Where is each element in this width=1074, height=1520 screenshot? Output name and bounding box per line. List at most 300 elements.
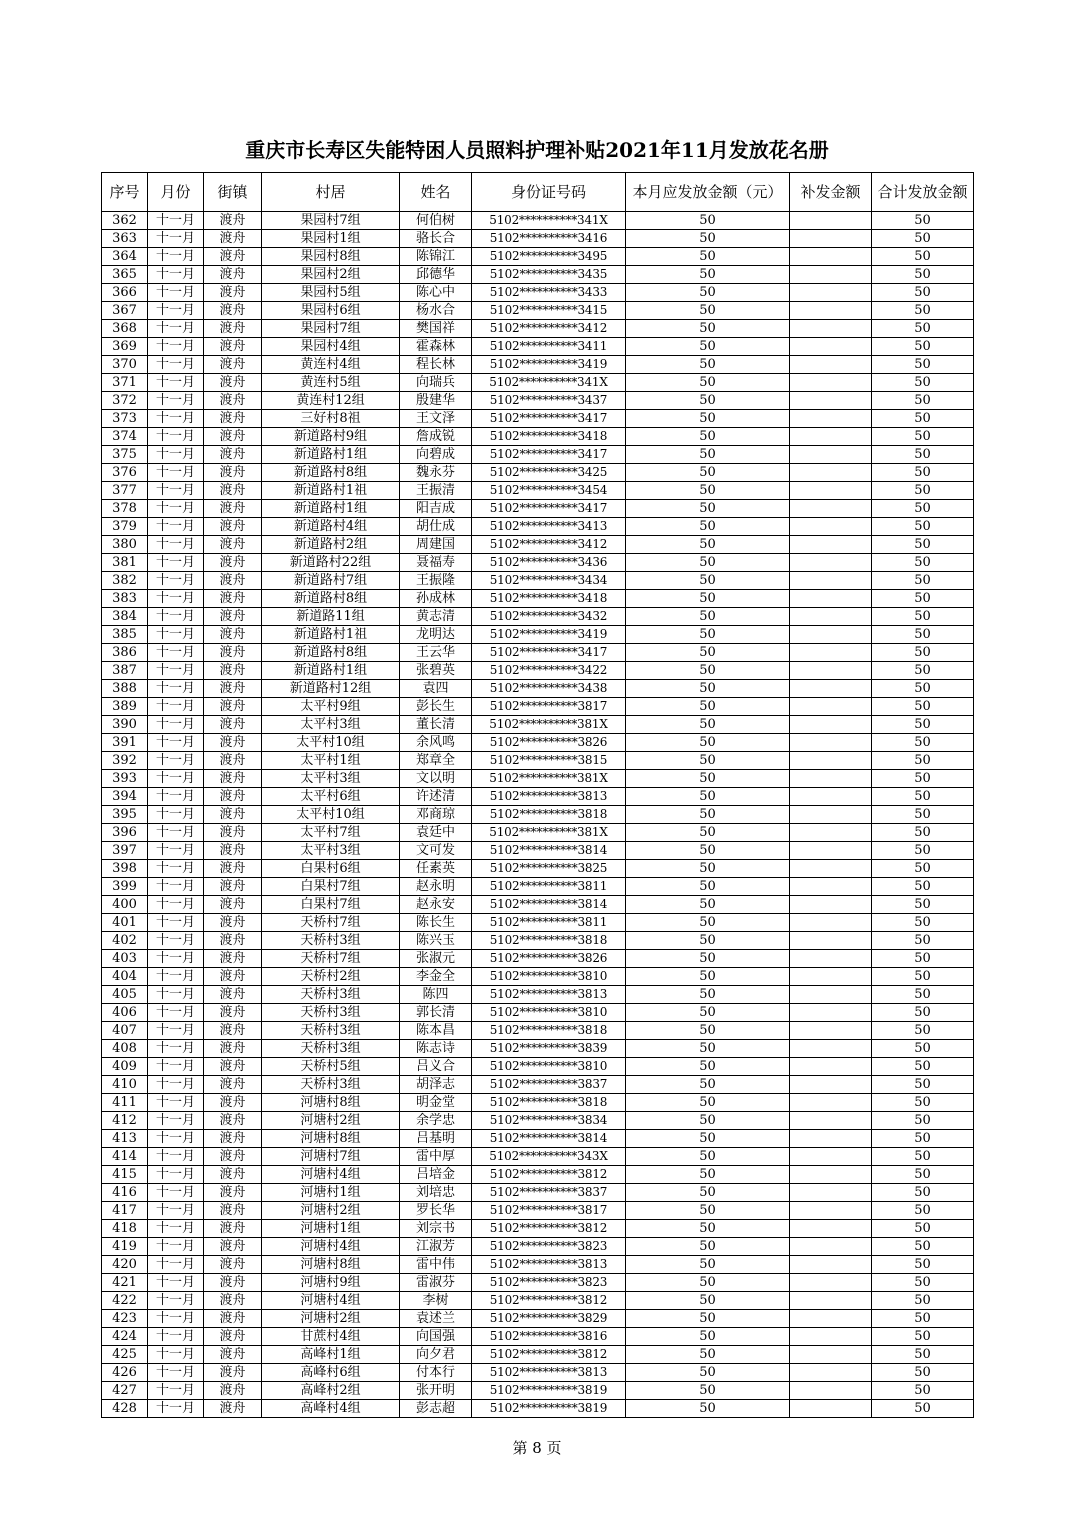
amount-due-cell: 50 [626, 1148, 790, 1166]
back-pay-cell [790, 374, 872, 392]
town-cell: 渡舟 [204, 680, 262, 698]
name-cell: 吕培金 [400, 1166, 472, 1184]
back-pay-cell [790, 752, 872, 770]
back-pay-cell [790, 716, 872, 734]
village-cell: 新道路村1祖 [262, 626, 400, 644]
town-cell: 渡舟 [204, 734, 262, 752]
village-cell: 新道路村1祖 [262, 482, 400, 500]
back-pay-cell [790, 662, 872, 680]
total-cell: 50 [872, 1220, 974, 1238]
month-cell: 十一月 [148, 1148, 204, 1166]
village-cell: 白果村6组 [262, 860, 400, 878]
name-cell: 樊国祥 [400, 320, 472, 338]
total-cell: 50 [872, 590, 974, 608]
town-cell: 渡舟 [204, 284, 262, 302]
town-cell: 渡舟 [204, 932, 262, 950]
header-amount-due: 本月应发放金额（元） [626, 173, 790, 212]
seq-cell: 375 [102, 446, 148, 464]
table-row [102, 1112, 974, 1130]
amount-due-cell: 50 [626, 1184, 790, 1202]
amount-due-cell: 50 [626, 842, 790, 860]
back-pay-cell [790, 1022, 872, 1040]
name-cell: 向碧成 [400, 446, 472, 464]
amount-due-cell: 50 [626, 1076, 790, 1094]
amount-due-cell: 50 [626, 1310, 790, 1328]
village-cell: 河塘村8组 [262, 1256, 400, 1274]
table-row [102, 374, 974, 392]
month-cell: 十一月 [148, 734, 204, 752]
table-row [102, 698, 974, 716]
village-cell: 天桥村7组 [262, 950, 400, 968]
seq-cell: 423 [102, 1310, 148, 1328]
village-cell: 高峰村6组 [262, 1364, 400, 1382]
total-cell: 50 [872, 1274, 974, 1292]
seq-cell: 407 [102, 1022, 148, 1040]
id-number-cell: 5102**********3818 [472, 932, 626, 950]
table-row [102, 1400, 974, 1418]
village-cell: 河塘村7组 [262, 1148, 400, 1166]
back-pay-cell [790, 1004, 872, 1022]
amount-due-cell: 50 [626, 662, 790, 680]
month-cell: 十一月 [148, 1310, 204, 1328]
amount-due-cell: 50 [626, 1130, 790, 1148]
back-pay-cell [790, 788, 872, 806]
name-cell: 孙成林 [400, 590, 472, 608]
seq-cell: 362 [102, 212, 148, 230]
name-cell: 吕义合 [400, 1058, 472, 1076]
seq-cell: 417 [102, 1202, 148, 1220]
total-cell: 50 [872, 572, 974, 590]
back-pay-cell [790, 896, 872, 914]
village-cell: 河塘村2组 [262, 1310, 400, 1328]
name-cell: 雷淑芬 [400, 1274, 472, 1292]
month-cell: 十一月 [148, 860, 204, 878]
seq-cell: 395 [102, 806, 148, 824]
town-cell: 渡舟 [204, 716, 262, 734]
table-row [102, 554, 974, 572]
seq-cell: 369 [102, 338, 148, 356]
back-pay-cell [790, 842, 872, 860]
name-cell: 赵永安 [400, 896, 472, 914]
village-cell: 太平村6组 [262, 788, 400, 806]
back-pay-cell [790, 392, 872, 410]
town-cell: 渡舟 [204, 950, 262, 968]
village-cell: 黄连村12组 [262, 392, 400, 410]
id-number-cell: 5102**********3411 [472, 338, 626, 356]
id-number-cell: 5102**********3811 [472, 914, 626, 932]
total-cell: 50 [872, 806, 974, 824]
total-cell: 50 [872, 1166, 974, 1184]
seq-cell: 427 [102, 1382, 148, 1400]
month-cell: 十一月 [148, 446, 204, 464]
seq-cell: 365 [102, 266, 148, 284]
name-cell: 周建国 [400, 536, 472, 554]
month-cell: 十一月 [148, 266, 204, 284]
table-row [102, 1148, 974, 1166]
month-cell: 十一月 [148, 500, 204, 518]
total-cell: 50 [872, 824, 974, 842]
month-cell: 十一月 [148, 428, 204, 446]
total-cell: 50 [872, 410, 974, 428]
amount-due-cell: 50 [626, 554, 790, 572]
month-cell: 十一月 [148, 1040, 204, 1058]
month-cell: 十一月 [148, 932, 204, 950]
name-cell: 刘宗书 [400, 1220, 472, 1238]
id-number-cell: 5102**********3839 [472, 1040, 626, 1058]
month-cell: 十一月 [148, 1328, 204, 1346]
village-cell: 太平村10组 [262, 734, 400, 752]
name-cell: 何伯树 [400, 212, 472, 230]
name-cell: 邓商琼 [400, 806, 472, 824]
town-cell: 渡舟 [204, 392, 262, 410]
table-row [102, 572, 974, 590]
seq-cell: 415 [102, 1166, 148, 1184]
village-cell: 太平村3组 [262, 716, 400, 734]
id-number-cell: 5102**********3417 [472, 446, 626, 464]
amount-due-cell: 50 [626, 1094, 790, 1112]
month-cell: 十一月 [148, 1274, 204, 1292]
village-cell: 河塘村4组 [262, 1292, 400, 1310]
id-number-cell: 5102**********3819 [472, 1400, 626, 1418]
table-row [102, 788, 974, 806]
month-cell: 十一月 [148, 1346, 204, 1364]
seq-cell: 411 [102, 1094, 148, 1112]
amount-due-cell: 50 [626, 500, 790, 518]
name-cell: 王振清 [400, 482, 472, 500]
table-row [102, 878, 974, 896]
seq-cell: 419 [102, 1238, 148, 1256]
id-number-cell: 5102**********3814 [472, 896, 626, 914]
amount-due-cell: 50 [626, 806, 790, 824]
back-pay-cell [790, 446, 872, 464]
village-cell: 太平村7组 [262, 824, 400, 842]
table-row [102, 770, 974, 788]
town-cell: 渡舟 [204, 806, 262, 824]
town-cell: 渡舟 [204, 554, 262, 572]
month-cell: 十一月 [148, 950, 204, 968]
village-cell: 天桥村3组 [262, 932, 400, 950]
seq-cell: 421 [102, 1274, 148, 1292]
id-number-cell: 5102**********3812 [472, 1346, 626, 1364]
table-row [102, 1220, 974, 1238]
total-cell: 50 [872, 500, 974, 518]
name-cell: 郑章全 [400, 752, 472, 770]
village-cell: 新道路村22组 [262, 554, 400, 572]
back-pay-cell [790, 1238, 872, 1256]
town-cell: 渡舟 [204, 428, 262, 446]
amount-due-cell: 50 [626, 410, 790, 428]
back-pay-cell [790, 266, 872, 284]
seq-cell: 368 [102, 320, 148, 338]
table-row [102, 608, 974, 626]
back-pay-cell [790, 1220, 872, 1238]
back-pay-cell [790, 1040, 872, 1058]
seq-cell: 394 [102, 788, 148, 806]
table-row [102, 932, 974, 950]
town-cell: 渡舟 [204, 698, 262, 716]
name-cell: 向夕君 [400, 1346, 472, 1364]
town-cell: 渡舟 [204, 500, 262, 518]
table-row [102, 734, 974, 752]
month-cell: 十一月 [148, 914, 204, 932]
name-cell: 杨水合 [400, 302, 472, 320]
back-pay-cell [790, 950, 872, 968]
town-cell: 渡舟 [204, 248, 262, 266]
back-pay-cell [790, 878, 872, 896]
total-cell: 50 [872, 914, 974, 932]
amount-due-cell: 50 [626, 950, 790, 968]
town-cell: 渡舟 [204, 644, 262, 662]
table-row [102, 1004, 974, 1022]
id-number-cell: 5102**********3422 [472, 662, 626, 680]
seq-cell: 414 [102, 1148, 148, 1166]
name-cell: 程长林 [400, 356, 472, 374]
amount-due-cell: 50 [626, 1364, 790, 1382]
seq-cell: 364 [102, 248, 148, 266]
village-cell: 新道路村1组 [262, 500, 400, 518]
id-number-cell: 5102**********3413 [472, 518, 626, 536]
back-pay-cell [790, 806, 872, 824]
village-cell: 太平村9组 [262, 698, 400, 716]
seq-cell: 399 [102, 878, 148, 896]
town-cell: 渡舟 [204, 788, 262, 806]
name-cell: 张开明 [400, 1382, 472, 1400]
table-row [102, 320, 974, 338]
total-cell: 50 [872, 428, 974, 446]
seq-cell: 386 [102, 644, 148, 662]
total-cell: 50 [872, 356, 974, 374]
id-number-cell: 5102**********3826 [472, 734, 626, 752]
amount-due-cell: 50 [626, 1022, 790, 1040]
town-cell: 渡舟 [204, 1004, 262, 1022]
village-cell: 新道路村8组 [262, 464, 400, 482]
name-cell: 张碧英 [400, 662, 472, 680]
village-cell: 白果村7组 [262, 878, 400, 896]
amount-due-cell: 50 [626, 248, 790, 266]
table-row [102, 986, 974, 1004]
total-cell: 50 [872, 554, 974, 572]
total-cell: 50 [872, 716, 974, 734]
total-cell: 50 [872, 644, 974, 662]
name-cell: 聂福寿 [400, 554, 472, 572]
table-row [102, 518, 974, 536]
table-row [102, 500, 974, 518]
seq-cell: 402 [102, 932, 148, 950]
id-number-cell: 5102**********3818 [472, 806, 626, 824]
id-number-cell: 5102**********3813 [472, 1364, 626, 1382]
seq-cell: 406 [102, 1004, 148, 1022]
amount-due-cell: 50 [626, 968, 790, 986]
seq-cell: 374 [102, 428, 148, 446]
table-row [102, 896, 974, 914]
village-cell: 甘蔗村4组 [262, 1328, 400, 1346]
month-cell: 十一月 [148, 626, 204, 644]
town-cell: 渡舟 [204, 1310, 262, 1328]
month-cell: 十一月 [148, 1382, 204, 1400]
name-cell: 霍森林 [400, 338, 472, 356]
table-header-row [102, 173, 974, 212]
name-cell: 向瑞兵 [400, 374, 472, 392]
amount-due-cell: 50 [626, 878, 790, 896]
id-number-cell: 5102**********3818 [472, 1094, 626, 1112]
month-cell: 十一月 [148, 536, 204, 554]
amount-due-cell: 50 [626, 644, 790, 662]
table-row [102, 1058, 974, 1076]
id-number-cell: 5102**********3825 [472, 860, 626, 878]
month-cell: 十一月 [148, 338, 204, 356]
town-cell: 渡舟 [204, 1076, 262, 1094]
table-row [102, 1328, 974, 1346]
town-cell: 渡舟 [204, 824, 262, 842]
name-cell: 李树 [400, 1292, 472, 1310]
name-cell: 王云华 [400, 644, 472, 662]
id-number-cell: 5102**********381X [472, 824, 626, 842]
name-cell: 刘培忠 [400, 1184, 472, 1202]
seq-cell: 420 [102, 1256, 148, 1274]
amount-due-cell: 50 [626, 374, 790, 392]
table-row [102, 1130, 974, 1148]
total-cell: 50 [872, 986, 974, 1004]
amount-due-cell: 50 [626, 572, 790, 590]
back-pay-cell [790, 320, 872, 338]
seq-cell: 370 [102, 356, 148, 374]
back-pay-cell [790, 860, 872, 878]
total-cell: 50 [872, 1112, 974, 1130]
month-cell: 十一月 [148, 644, 204, 662]
back-pay-cell [790, 626, 872, 644]
month-cell: 十一月 [148, 464, 204, 482]
month-cell: 十一月 [148, 410, 204, 428]
id-number-cell: 5102**********3812 [472, 1220, 626, 1238]
back-pay-cell [790, 986, 872, 1004]
village-cell: 天桥村3组 [262, 1004, 400, 1022]
total-cell: 50 [872, 1382, 974, 1400]
month-cell: 十一月 [148, 608, 204, 626]
total-cell: 50 [872, 320, 974, 338]
id-number-cell: 5102**********3416 [472, 230, 626, 248]
header-village: 村居 [262, 173, 400, 212]
amount-due-cell: 50 [626, 1274, 790, 1292]
back-pay-cell [790, 464, 872, 482]
id-number-cell: 5102**********3437 [472, 392, 626, 410]
seq-cell: 382 [102, 572, 148, 590]
town-cell: 渡舟 [204, 1256, 262, 1274]
month-cell: 十一月 [148, 554, 204, 572]
total-cell: 50 [872, 1292, 974, 1310]
total-cell: 50 [872, 464, 974, 482]
name-cell: 邱德华 [400, 266, 472, 284]
seq-cell: 376 [102, 464, 148, 482]
back-pay-cell [790, 1274, 872, 1292]
town-cell: 渡舟 [204, 1130, 262, 1148]
total-cell: 50 [872, 1094, 974, 1112]
back-pay-cell [790, 230, 872, 248]
name-cell: 任素英 [400, 860, 472, 878]
seq-cell: 377 [102, 482, 148, 500]
table-row [102, 284, 974, 302]
amount-due-cell: 50 [626, 1256, 790, 1274]
table-row [102, 1040, 974, 1058]
id-number-cell: 5102**********381X [472, 770, 626, 788]
name-cell: 龙明达 [400, 626, 472, 644]
total-cell: 50 [872, 1238, 974, 1256]
id-number-cell: 5102**********3812 [472, 1166, 626, 1184]
seq-cell: 416 [102, 1184, 148, 1202]
id-number-cell: 5102**********3817 [472, 698, 626, 716]
amount-due-cell: 50 [626, 1004, 790, 1022]
village-cell: 太平村3组 [262, 770, 400, 788]
month-cell: 十一月 [148, 806, 204, 824]
table-row [102, 716, 974, 734]
village-cell: 三好村8祖 [262, 410, 400, 428]
back-pay-cell [790, 1130, 872, 1148]
id-number-cell: 5102**********3815 [472, 752, 626, 770]
village-cell: 河塘村8组 [262, 1130, 400, 1148]
name-cell: 董长清 [400, 716, 472, 734]
back-pay-cell [790, 1094, 872, 1112]
name-cell: 陈心中 [400, 284, 472, 302]
table-row [102, 1202, 974, 1220]
back-pay-cell [790, 518, 872, 536]
total-cell: 50 [872, 1022, 974, 1040]
seq-cell: 410 [102, 1076, 148, 1094]
back-pay-cell [790, 572, 872, 590]
town-cell: 渡舟 [204, 338, 262, 356]
total-cell: 50 [872, 266, 974, 284]
village-cell: 天桥村3组 [262, 1022, 400, 1040]
total-cell: 50 [872, 1328, 974, 1346]
total-cell: 50 [872, 662, 974, 680]
seq-cell: 422 [102, 1292, 148, 1310]
back-pay-cell [790, 302, 872, 320]
name-cell: 王文泽 [400, 410, 472, 428]
name-cell: 吕基明 [400, 1130, 472, 1148]
amount-due-cell: 50 [626, 1328, 790, 1346]
amount-due-cell: 50 [626, 932, 790, 950]
id-number-cell: 5102**********3813 [472, 788, 626, 806]
town-cell: 渡舟 [204, 1022, 262, 1040]
seq-cell: 379 [102, 518, 148, 536]
name-cell: 陈长生 [400, 914, 472, 932]
back-pay-cell [790, 1256, 872, 1274]
amount-due-cell: 50 [626, 824, 790, 842]
id-number-cell: 5102**********3419 [472, 626, 626, 644]
month-cell: 十一月 [148, 1094, 204, 1112]
name-cell: 骆长合 [400, 230, 472, 248]
seq-cell: 373 [102, 410, 148, 428]
town-cell: 渡舟 [204, 266, 262, 284]
back-pay-cell [790, 1076, 872, 1094]
name-cell: 郭长清 [400, 1004, 472, 1022]
village-cell: 天桥村7组 [262, 914, 400, 932]
village-cell: 太平村1组 [262, 752, 400, 770]
total-cell: 50 [872, 1148, 974, 1166]
total-cell: 50 [872, 230, 974, 248]
village-cell: 河塘村8组 [262, 1094, 400, 1112]
total-cell: 50 [872, 284, 974, 302]
village-cell: 果园村8组 [262, 248, 400, 266]
name-cell: 雷中伟 [400, 1256, 472, 1274]
seq-cell: 413 [102, 1130, 148, 1148]
back-pay-cell [790, 500, 872, 518]
month-cell: 十一月 [148, 770, 204, 788]
table-row [102, 752, 974, 770]
month-cell: 十一月 [148, 1238, 204, 1256]
month-cell: 十一月 [148, 518, 204, 536]
name-cell: 彭志超 [400, 1400, 472, 1418]
month-cell: 十一月 [148, 968, 204, 986]
amount-due-cell: 50 [626, 1040, 790, 1058]
